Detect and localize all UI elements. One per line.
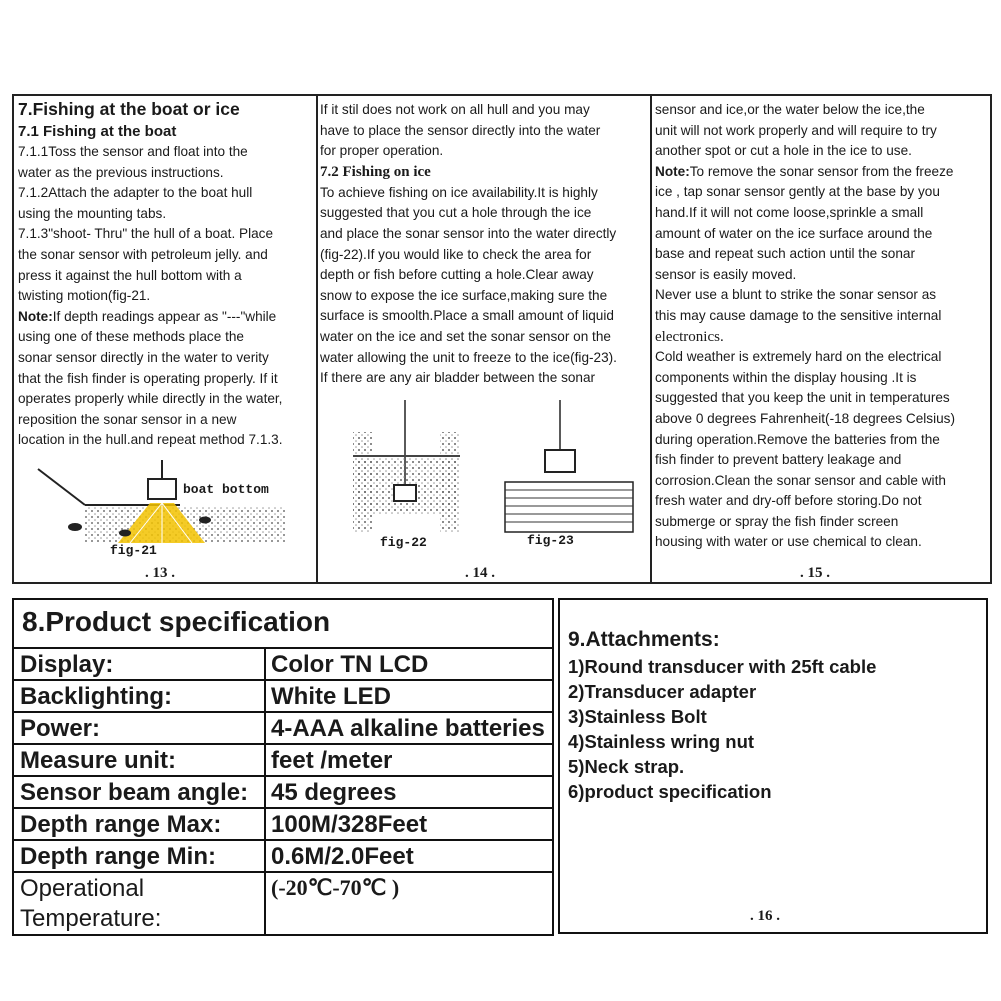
spec-label: Depth range Max: [20,811,222,838]
text-line: have to place the sensor directly into the water [320,122,601,138]
attachment-item: 4)Stainless wring nut [568,731,755,752]
column-divider [650,94,652,584]
spec-row [12,647,554,679]
note-line [655,162,955,183]
spec-title: 8.Product specification [22,606,331,637]
text-line: (fig-22).If you would like to check the area for [320,246,592,262]
fig-22-label: fig-22 [380,535,427,550]
text-line: location in the hull.and repeat method 7.1.3. [18,432,283,448]
text-line: Cold weather is extremely hard on the electrical [655,349,942,365]
text-line: hand.If it will not come loose,sprinkle a small [655,204,924,220]
text-line: sensor is easily moved. [655,266,797,282]
text-line: operates properly while directly in the water, [18,391,283,407]
text-line: If it stil does not work on all hull and you may [320,102,590,117]
spec-value: (-20℃-70℃ ) [271,875,400,900]
text-line: 7.1.3"shoot- Thru" the hull of a boat. Place [18,226,274,242]
text-line: amount of water on the ice surface around the [655,225,933,241]
text-line: that the fish finder is operating properly. If it [18,370,278,386]
spec-value: 45 degrees [271,779,397,806]
spec-label: Power: [20,715,101,742]
text-line: twisting motion(fig-21. [18,288,151,304]
attachment-item: 2)Transducer adapter [568,681,757,702]
text-line: press it against the hull bottom with a [18,267,242,283]
text-line: unit will not work properly and will require to try [655,122,937,138]
page-number: . 13 . [145,565,175,581]
column-divider [316,94,318,584]
text-line: 7.1.1Toss the sensor and float into the [18,144,248,159]
spec-label: Operational [20,875,145,902]
spec-label: Display: [20,651,114,678]
spec-row [12,807,554,839]
note-label: Note: [655,163,690,179]
note-line [18,307,283,328]
spec-row [12,871,554,934]
text-line: the sonar sensor with petroleum jelly. and [18,246,268,262]
spec-row [12,711,554,743]
attachment-item: 5)Neck strap. [568,756,685,777]
spec-row [12,839,554,871]
attachments-title: 9.Attachments: [568,628,720,651]
text-line: for proper operation. [320,143,444,159]
text-line: sonar sensor directly in the water to verity [18,349,269,365]
spec-label: Backlighting: [20,683,173,710]
spec-row [12,679,554,711]
text-line: If there are any air bladder between the sonar [320,370,596,386]
text-line: fresh water and dry-off before storing.Do not [655,493,922,509]
note-label: Note: [18,308,53,324]
page-15-text [655,100,955,553]
note-text: If depth readings appear as "---"while [52,308,277,324]
text-line: and place the sonar sensor into the water directly [320,225,617,241]
text-line: 7.1.2Attach the adapter to the boat hull [18,185,253,201]
page-number: . 14 . [465,565,495,581]
page-number: . 16 . [750,908,780,924]
spec-value: feet /meter [271,747,393,774]
text-line: above 0 degrees Fahrenheit(-18 degrees Celsius) [655,410,955,426]
text-line: another spot or cut a hole in the ice to use. [655,143,912,159]
text-line: using one of these methods place the [18,329,244,345]
text-line: electronics. [655,328,724,345]
text-line: snow to expose the ice surface,making sure the [320,287,608,303]
text-line: components within the display housing .It is [655,369,917,385]
text-line: water on the ice and set the sonar sensor on the [320,328,611,344]
page-13-text [18,98,283,451]
text-line: water allowing the unit to freeze to the ice(fig-23). [320,349,617,365]
attachment-item: 1)Round transducer with 25ft cable [568,656,877,677]
spec-row [12,743,554,775]
boat-hull-sonar-illustration [30,455,310,565]
ice-fishing-illustration [345,400,645,535]
fig-21-caption: boat bottom [183,482,269,497]
spec-value: Color TN LCD [271,651,429,678]
text-line: submerge or spray the fish finder screen [655,513,899,529]
text-line: corrosion.Clean the sonar sensor and cable with [655,472,946,488]
spec-label: Temperature: [20,905,162,932]
text-line: reposition the sonar sensor in a new [18,411,237,427]
spec-label: Sensor beam angle: [20,779,249,806]
text-line: To achieve fishing on ice availability.It is highly [320,184,598,200]
attachment-item: 6)product specification [568,781,772,802]
page-14-text [320,100,617,389]
text-line: suggested that you cut a hole through the ice [320,205,592,221]
text-line: Never use a blunt to strike the sonar sensor as [655,287,937,303]
text-line: using the mounting tabs. [18,205,167,221]
text-line: housing with water or use chemical to clean. [655,534,922,550]
text-line: during operation.Remove the batteries from the [655,431,940,447]
spec-value: White LED [271,683,391,710]
spec-label: Depth range Min: [20,843,216,870]
spec-row [12,775,554,807]
note-text: To remove the sonar sensor from the freeze [689,163,954,179]
spec-label: Measure unit: [20,747,177,774]
text-line: this may cause damage to the sensitive internal [655,307,942,323]
spec-value: 100M/328Feet [271,811,428,838]
attachments-box [558,598,988,934]
text-line: surface is smoolth.Place a small amount of liquid [320,308,614,324]
section-heading: 7.Fishing at the boat or ice [18,99,240,119]
text-line: ice , tap sonar sensor gently at the base by you [655,184,940,200]
page-number: . 15 . [800,565,830,581]
text-line: base and repeat such action until the sonar [655,246,915,262]
spec-value: 4-AAA alkaline batteries [271,715,545,742]
spec-value: 0.6M/2.0Feet [271,843,414,870]
text-line: fish finder to prevent battery leakage and [655,452,902,468]
text-line: water as the previous instructions. [18,164,224,180]
text-line: depth or fish before cutting a hole.Clear away [320,267,594,283]
attachment-item: 3)Stainless Bolt [568,706,707,727]
text-line: sensor and ice,or the water below the ice,the [655,102,925,117]
subsection-heading: 7.1 Fishing at the boat [18,123,177,140]
text-line: suggested that you keep the unit in temperatures [655,390,950,406]
fig-21-label: fig-21 [110,543,157,558]
fig-23-label: fig-23 [527,533,574,548]
subsection-heading: 7.2 Fishing on ice [320,163,431,180]
